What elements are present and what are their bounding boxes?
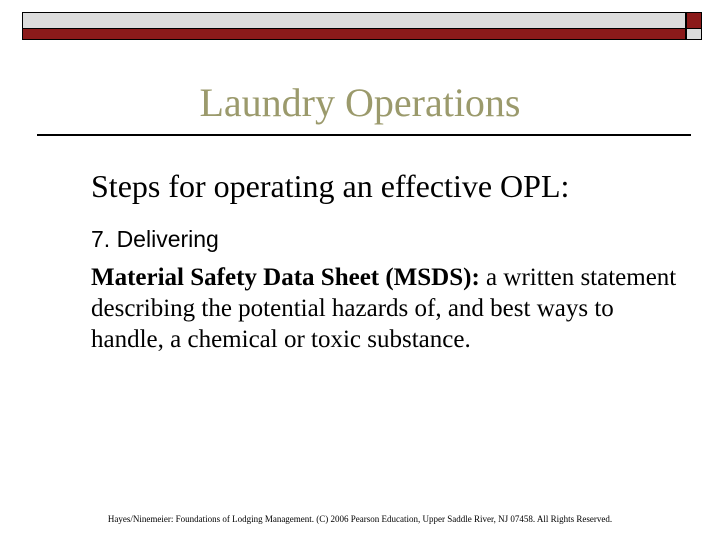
definition-paragraph: [91, 262, 691, 355]
corner-block-red: [686, 12, 702, 29]
title-rule: [37, 134, 691, 136]
top-bar-gray: [22, 12, 686, 29]
definition-text: a written statement describing the potential hazards of, and best ways to handle, a chemical or toxic substance.: [91, 264, 677, 353]
step-heading: 7. Delivering: [91, 226, 219, 252]
corner-block-gray: [686, 29, 702, 40]
slide-title: Laundry Operations: [199, 80, 521, 125]
slide-subtitle: Steps for operating an effective OPL:: [91, 168, 570, 204]
definition-term: Material Safety Data Sheet (MSDS):: [91, 264, 480, 291]
copyright-footer: Hayes/Ninemeier: Foundations of Lodging Management. (C) 2006 Pearson Education, Upper Saddle River, NJ 07458. All Rights Reserved.: [107, 514, 613, 524]
top-bar-red: [22, 29, 686, 40]
